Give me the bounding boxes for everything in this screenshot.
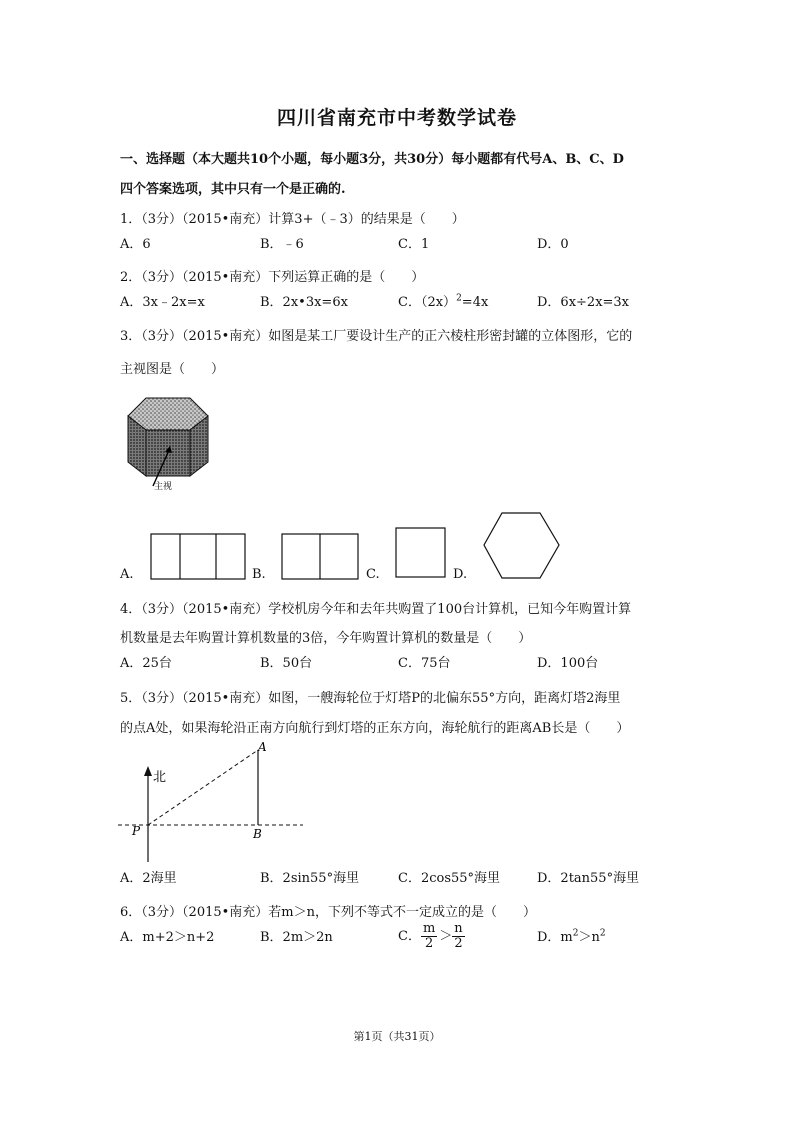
question-3-stem-line1: 3．（3分）（2015•南充）如图是某工厂要设计生产的正六棱柱形密封罐的立体图形，它的	[120, 329, 633, 344]
front-view-label: 主视	[154, 482, 173, 492]
question-4-stem-line1: 4．（3分）（2015•南充）学校机房今年和去年共购置了100台计算机，已知今年购置计算	[120, 602, 632, 617]
question-4-stem-line2: 机数量是去年购置计算机数量的3倍，今年购置计算机的数量是（ ）	[120, 631, 532, 646]
q2-option-d: D．6x÷2x=3x	[537, 295, 630, 310]
q3-option-a-label: A.	[120, 567, 134, 582]
q4-option-a: A．25台	[120, 656, 172, 671]
q3-option-c-figure	[395, 527, 447, 579]
q2-option-c-tail: =4x	[461, 295, 489, 310]
q5-option-b: B．2sin55°海里	[260, 871, 360, 886]
section-heading-line1: 一、选择题（本大题共10个小题，每小题3分，共30分）每小题都有代号A、B、C、D	[120, 152, 624, 167]
question-5-stem-line1: 5．（3分）（2015•南充）如图，一艘海轮位于灯塔P的北偏东55°方向，距离灯塔2海里	[120, 691, 621, 706]
q3-option-d-figure	[482, 511, 562, 581]
q5-option-d: D．2tan55°海里	[537, 871, 640, 886]
section-heading-line2: 四个答案选项，其中只有一个是正确的.	[120, 182, 346, 197]
page-title: 四川省南充市中考数学试卷	[276, 107, 517, 129]
q1-option-a: A．6	[120, 237, 151, 252]
page-footer: 第1页（共31页）	[353, 1030, 441, 1043]
q6-option-d: D．$m^2>n^2$	[537, 928, 606, 945]
q2-option-a: A．3x﹣2x=x	[120, 295, 205, 310]
question-6-stem: 6．（3分）（2015•南充）若m＞n，下列不等式不一定成立的是（ ）	[120, 905, 536, 920]
question-1-stem: 1．（3分）（2015•南充）计算3+（﹣3）的结果是（ ）	[120, 212, 465, 227]
fraction-m-over-2: $\frac{m}{2}$	[422, 921, 436, 951]
q3-option-b-figure	[281, 533, 361, 581]
point-b-label: B	[253, 827, 262, 841]
q6-option-c-label: C．	[398, 929, 421, 944]
fraction-n-over-2: $\frac{n}{2}$	[454, 921, 463, 951]
q4-option-d: D．100台	[537, 656, 599, 671]
q6-option-b: B．2m＞2n	[260, 930, 333, 945]
q2-option-b: B．2x•3x=6x	[260, 295, 348, 310]
question-2-stem: 2．（3分）（2015•南充）下列运算正确的是（ ）	[120, 270, 425, 285]
q1-option-b: B．﹣6	[260, 237, 304, 252]
q4-option-c: C．75台	[398, 656, 451, 671]
hexagonal-prism-figure	[118, 388, 218, 492]
q3-option-d-label: D.	[453, 567, 468, 582]
point-p-label: P	[132, 824, 141, 838]
q1-option-d: D．0	[537, 237, 569, 252]
q3-option-b-label: B.	[252, 567, 266, 582]
q2-option-c	[398, 291, 488, 310]
north-label: 北	[153, 770, 167, 785]
q3-option-a-figure	[150, 533, 246, 581]
point-a-label: A	[258, 740, 267, 754]
q5-option-c: C．2cos55°海里	[398, 871, 501, 886]
question-3-stem-line2: 主视图是（ ）	[120, 362, 225, 377]
lighthouse-diagram	[118, 738, 308, 864]
q4-option-b: B．50台	[260, 656, 313, 671]
q1-option-c: C．1	[398, 237, 430, 252]
q2-option-c-base: C．（2x）	[398, 295, 457, 310]
q2-option-c-exponent: 2	[456, 293, 462, 304]
question-5-stem-line2: 的点A处，如果海轮沿正南方向航行到灯塔的正东方向，海轮航行的距离AB长是（ ）	[120, 721, 630, 736]
q6-option-c: C． $\frac{m}{2}$ ＞ $\frac{n}{2}$	[398, 921, 463, 951]
q5-option-a: A．2海里	[120, 871, 177, 886]
q6-option-a: A．m+2＞n+2	[120, 930, 215, 945]
q3-option-c-label: C.	[366, 567, 380, 582]
